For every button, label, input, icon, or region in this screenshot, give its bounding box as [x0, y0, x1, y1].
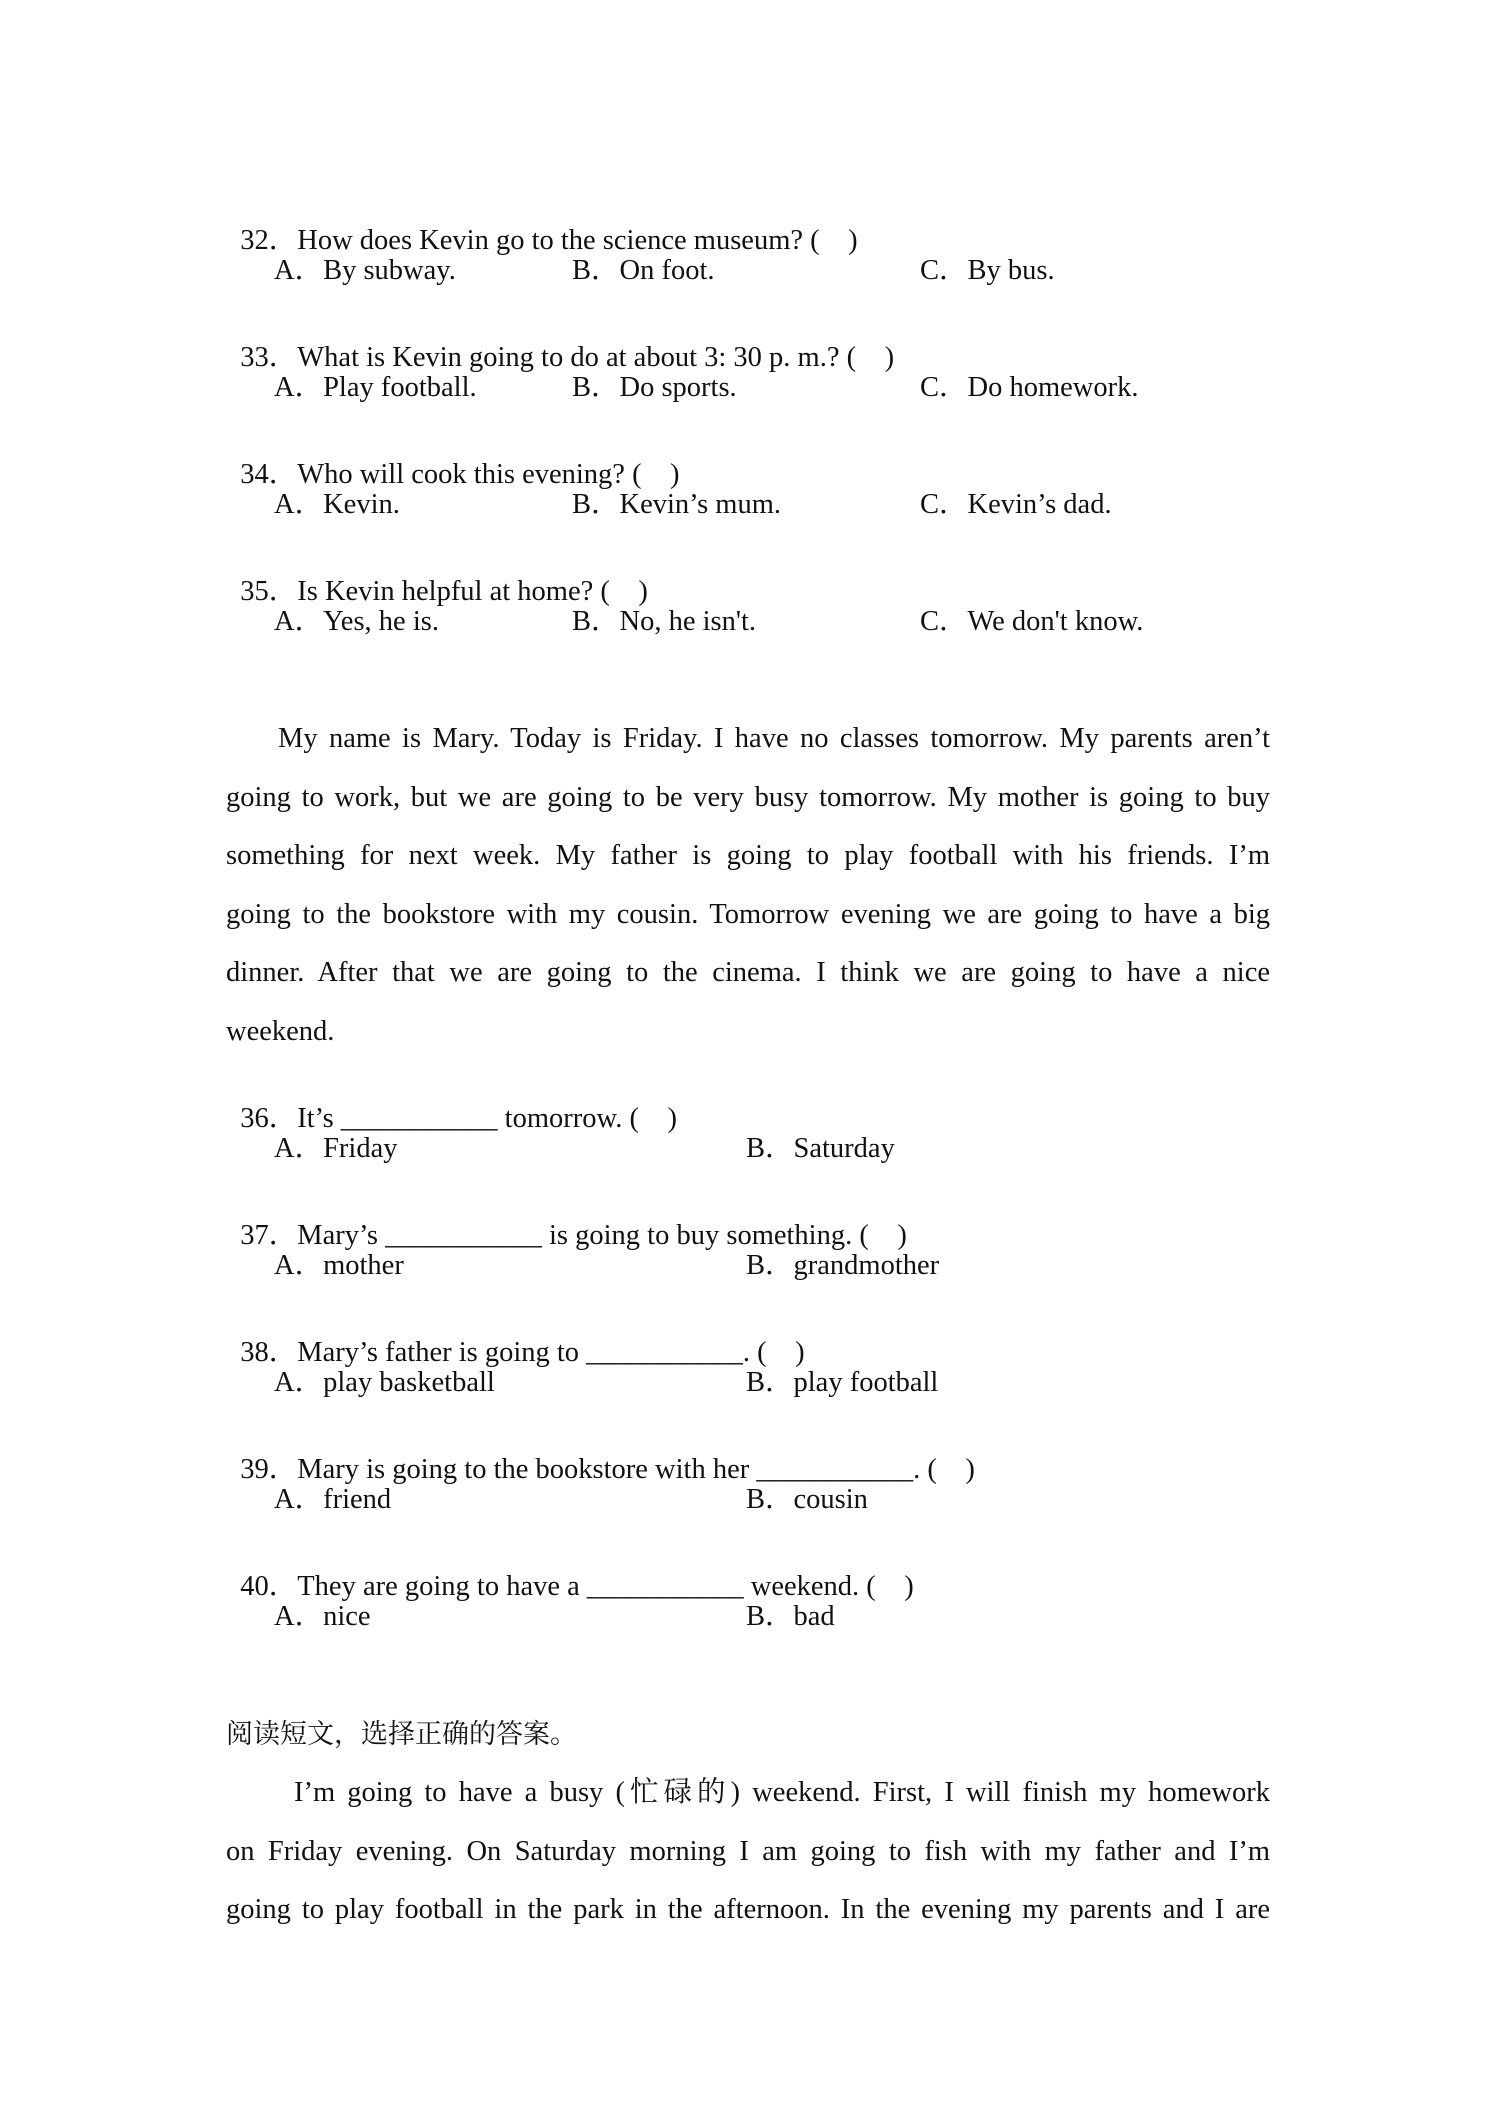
passage-line: something for next week. My father is going to play football with his friends. I’m	[226, 840, 1270, 871]
question-text: Mary’s ___________ is going to buy something. ( )	[297, 1219, 907, 1251]
question-37	[226, 1193, 907, 1250]
option-b: B．grandmother	[746, 1250, 940, 1281]
question-number: 32．	[240, 224, 298, 256]
question-number: 33．	[240, 341, 298, 373]
passage-line: I’m going to have a busy (忙碌的) weekend. First, I will finish my homework	[294, 1777, 1270, 1808]
question-40	[226, 1544, 914, 1601]
option-a: A．Yes, he is.	[274, 606, 439, 637]
option-c: C．We don't know.	[920, 606, 1144, 637]
question-text: Mary’s father is going to ___________. ( )	[297, 1336, 805, 1368]
option-a: A．By subway.	[274, 255, 456, 286]
option-a: A．Friday	[274, 1133, 398, 1164]
option-c: C．Kevin’s dad.	[920, 489, 1112, 520]
question-text: What is Kevin going to do at about 3: 30 p. m.? ( )	[297, 341, 895, 373]
option-b: B．cousin	[746, 1484, 868, 1515]
option-a: A．Kevin.	[274, 489, 400, 520]
question-number: 35．	[240, 575, 298, 607]
option-a: A．Play football.	[274, 372, 477, 403]
option-b: B．Kevin’s mum.	[572, 489, 782, 520]
option-b: B．On foot.	[572, 255, 715, 286]
question-number: 38．	[240, 1336, 298, 1368]
option-a: A．mother	[274, 1250, 404, 1281]
option-a: A．friend	[274, 1484, 392, 1515]
option-a: A．play basketball	[274, 1367, 495, 1398]
question-text: How does Kevin go to the science museum? ( )	[297, 224, 858, 256]
option-b: B．play football	[746, 1367, 939, 1398]
question-text: They are going to have a ___________ weekend. ( )	[297, 1570, 914, 1602]
option-b: B．Do sports.	[572, 372, 737, 403]
passage-line: going to work, but we are going to be very busy tomorrow. My mother is going to buy	[226, 782, 1270, 813]
question-38	[226, 1310, 805, 1367]
question-number: 40．	[240, 1570, 298, 1602]
section-instruction: 阅读短文，选择正确的答案。	[226, 1719, 577, 1750]
question-33	[226, 315, 894, 372]
question-number: 34．	[240, 458, 298, 490]
option-c: C．By bus.	[920, 255, 1055, 286]
question-36	[226, 1076, 677, 1133]
question-text: Who will cook this evening? ( )	[297, 458, 680, 490]
passage-line: on Friday evening. On Saturday morning I am going to fish with my father and I’m	[226, 1836, 1270, 1867]
question-32	[226, 198, 858, 255]
passage-line: weekend.	[226, 1016, 335, 1047]
question-text: Is Kevin helpful at home? ( )	[297, 575, 648, 607]
option-b: B．Saturday	[746, 1133, 895, 1164]
question-text: Mary is going to the bookstore with her ___________. ( )	[297, 1453, 975, 1485]
question-34	[226, 432, 680, 489]
question-number: 36．	[240, 1102, 298, 1134]
passage-line: going to play football in the park in the afternoon. In the evening my parents and I are	[226, 1894, 1270, 1925]
option-c: C．Do homework.	[920, 372, 1139, 403]
passage-line: going to the bookstore with my cousin. Tomorrow evening we are going to have a big	[226, 899, 1270, 930]
question-number: 39．	[240, 1453, 298, 1485]
option-a: A．nice	[274, 1601, 371, 1632]
question-number: 37．	[240, 1219, 298, 1251]
option-b: B．bad	[746, 1601, 835, 1632]
question-39	[226, 1427, 975, 1484]
passage-line: My name is Mary. Today is Friday. I have no classes tomorrow. My parents aren’t	[278, 723, 1270, 754]
question-35	[226, 549, 648, 606]
option-b: B．No, he isn't.	[572, 606, 757, 637]
question-text: It’s ___________ tomorrow. ( )	[297, 1102, 677, 1134]
passage-line: dinner. After that we are going to the cinema. I think we are going to have a nice	[226, 957, 1270, 988]
